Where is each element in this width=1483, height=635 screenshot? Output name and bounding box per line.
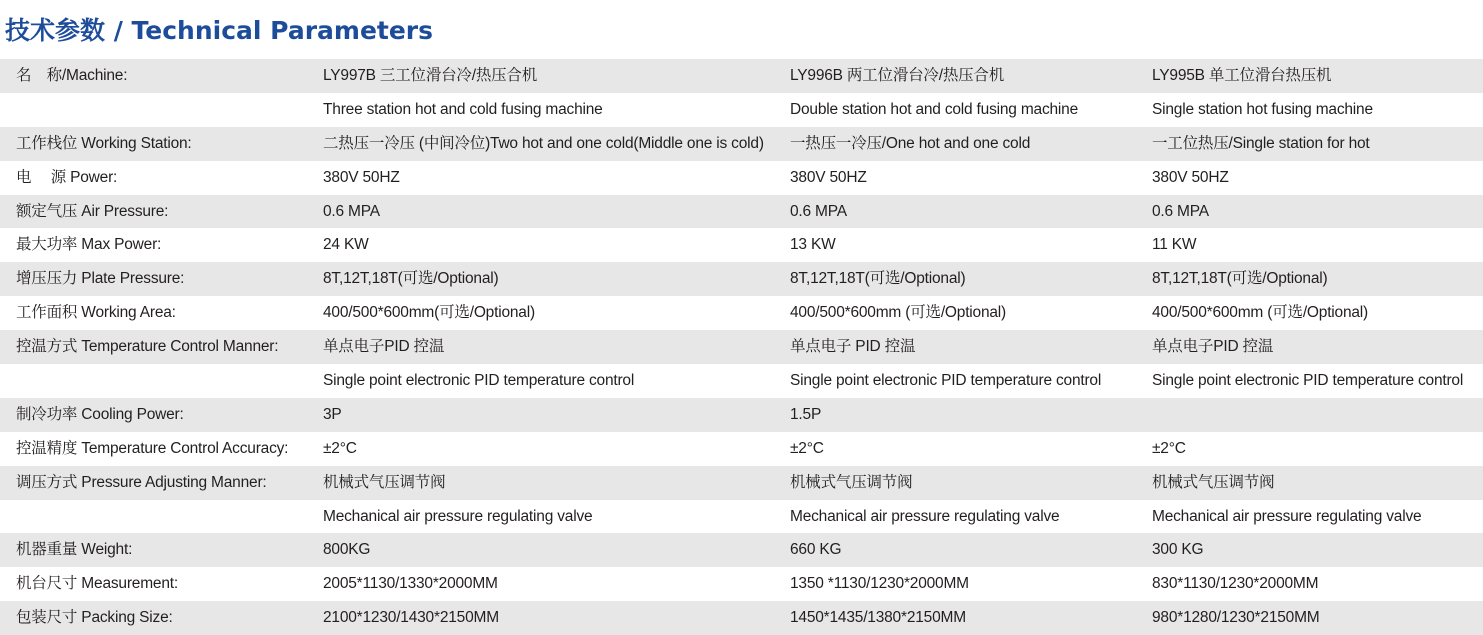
table-row <box>0 59 1483 93</box>
ly997b-value: 24 KW <box>323 236 369 254</box>
ly996b-value: LY996B 两工位滑台冷/热压合机 <box>790 67 1005 84</box>
table-row <box>0 466 1483 500</box>
ly995b-value: 机械式气压调节阀 <box>1152 473 1275 491</box>
ly995b-value: Mechanical air pressure regulating valve <box>1152 507 1422 525</box>
ly996b-value: 0.6 MPA <box>790 202 847 220</box>
ly997b-value: Three station hot and cold fusing machine <box>323 100 603 118</box>
ly996b-value: Double station hot and cold fusing machine <box>790 100 1079 118</box>
table-row <box>0 567 1483 601</box>
ly995b-value: 980*1280/1230*2150MM <box>1152 609 1320 627</box>
parameter-label: 机台尺寸 Measurement: <box>16 575 178 593</box>
ly997b-value: 400/500*600mm(可选/Optional) <box>323 304 535 322</box>
ly996b-value: 1450*1435/1380*2150MM <box>790 609 966 627</box>
ly997b-value: ±2°C <box>323 439 357 457</box>
ly995b-value: 830*1130/1230*2000MM <box>1152 575 1319 593</box>
ly996b-value: ±2°C <box>790 439 824 457</box>
parameter-label: 增压压力 Plate Pressure: <box>16 270 185 288</box>
table-row <box>0 262 1483 296</box>
ly996b-value: 380V 50HZ <box>790 168 867 186</box>
ly997b-value: Single point electronic PID temperature control <box>323 372 635 390</box>
ly997b-value: 8T,12T,18T(可选/Optional) <box>323 270 499 288</box>
table-row <box>0 398 1483 432</box>
technical-parameters-table <box>0 59 1483 635</box>
table-row <box>0 161 1483 195</box>
table-row <box>0 432 1483 466</box>
parameter-label: 名 称/Machine: <box>16 67 128 84</box>
ly996b-value: 1.5P <box>790 405 822 423</box>
ly996b-value: 400/500*600mm (可选/Optional) <box>790 304 1007 322</box>
table-row <box>0 93 1483 127</box>
table-row <box>0 330 1483 364</box>
parameter-label: 工作面积 Working Area: <box>16 304 176 322</box>
ly996b-value: 13 KW <box>790 236 836 254</box>
ly997b-value: 3P <box>323 405 342 423</box>
ly995b-value: 400/500*600mm (可选/Optional) <box>1152 304 1369 322</box>
ly997b-value: 单点电子PID 控温 <box>323 338 445 356</box>
ly995b-value: ±2°C <box>1152 439 1186 457</box>
parameter-label <box>16 93 316 127</box>
parameter-label: 机器重量 Weight: <box>16 541 133 559</box>
ly997b-value: 机械式气压调节阀 <box>323 473 446 491</box>
ly997b-value: 二热压一冷压 (中间冷位)Two hot and one cold(Middle one is cold) <box>323 134 764 152</box>
parameter-label: 制冷功率 Cooling Power: <box>16 405 184 423</box>
parameter-label: 最大功率 Max Power: <box>16 236 162 254</box>
page-title: 技术参数 / Technical Parameters <box>5 16 434 45</box>
ly995b-value: 11 KW <box>1152 236 1197 254</box>
parameter-label: 电 源 Power: <box>16 168 118 186</box>
parameter-label <box>16 364 316 398</box>
table-row <box>0 533 1483 567</box>
ly997b-value: 2005*1130/1330*2000MM <box>323 575 498 593</box>
table-row <box>0 364 1483 398</box>
ly997b-value: Mechanical air pressure regulating valve <box>323 507 593 525</box>
ly995b-value: Single station hot fusing machine <box>1152 100 1373 118</box>
ly995b-value <box>1152 398 1483 432</box>
parameter-label <box>16 500 316 534</box>
table-row <box>0 195 1483 229</box>
ly995b-value: 300 KG <box>1152 541 1204 559</box>
table-row <box>0 228 1483 262</box>
parameter-label: 工作栈位 Working Station: <box>16 134 192 152</box>
parameter-label: 控温精度 Temperature Control Accuracy: <box>16 439 289 457</box>
ly995b-value: 0.6 MPA <box>1152 202 1209 220</box>
parameter-label: 控温方式 Temperature Control Manner: <box>16 338 279 356</box>
ly996b-value: 1350 *1130/1230*2000MM <box>790 575 969 593</box>
table-row <box>0 500 1483 534</box>
parameter-label: 额定气压 Air Pressure: <box>16 202 169 220</box>
ly996b-value: 一热压一冷压/One hot and one cold <box>790 134 1031 152</box>
ly996b-value: 8T,12T,18T(可选/Optional) <box>790 270 966 288</box>
ly996b-value: 660 KG <box>790 541 842 559</box>
ly996b-value: Mechanical air pressure regulating valve <box>790 507 1060 525</box>
ly995b-value: 一工位热压/Single station for hot <box>1152 134 1370 152</box>
parameter-label: 包装尺寸 Packing Size: <box>16 609 173 627</box>
ly997b-value: LY997B 三工位滑台冷/热压合机 <box>323 67 538 84</box>
ly997b-value: 0.6 MPA <box>323 202 380 220</box>
ly995b-value: Single point electronic PID temperature control <box>1152 372 1464 390</box>
table-row <box>0 127 1483 161</box>
ly995b-value: LY995B 单工位滑台热压机 <box>1152 67 1332 84</box>
table-row <box>0 601 1483 635</box>
ly997b-value: 2100*1230/1430*2150MM <box>323 609 499 627</box>
ly995b-value: 380V 50HZ <box>1152 168 1229 186</box>
ly995b-value: 单点电子PID 控温 <box>1152 338 1274 356</box>
ly996b-value: Single point electronic PID temperature control <box>790 372 1102 390</box>
ly997b-value: 800KG <box>323 541 371 559</box>
ly995b-value: 8T,12T,18T(可选/Optional) <box>1152 270 1328 288</box>
ly996b-value: 单点电子 PID 控温 <box>790 338 916 356</box>
table-row <box>0 296 1483 330</box>
ly996b-value: 机械式气压调节阀 <box>790 473 913 491</box>
parameter-label: 调压方式 Pressure Adjusting Manner: <box>16 473 267 491</box>
ly997b-value: 380V 50HZ <box>323 168 400 186</box>
